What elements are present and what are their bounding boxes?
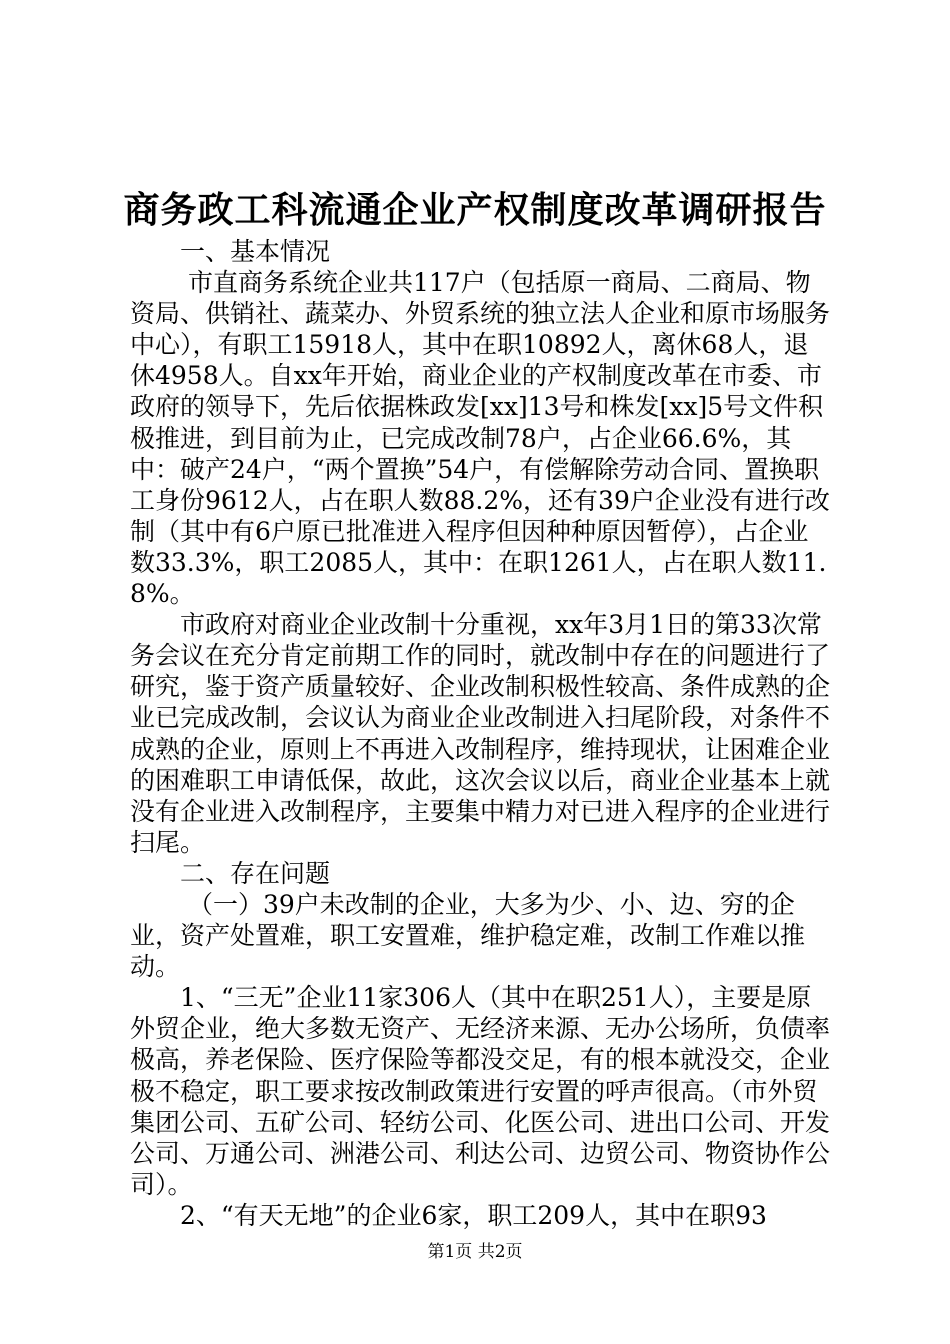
document-body	[130, 236, 830, 1231]
paragraph-enterprise-overview: 市直商务系统企业共117户（包括原一商局、二商局、物资局、供销社、蔬菜办、外贸系统的独立法人企业和原市场服务中心），有职工15918人，其中在职10892人，离休68人，退休4958人。自xx年开始，商业企业的产权制度改革在市委、市政府的领导下，先后依据株政发[xx]13号和株发[xx]5号文件积极推进，到目前为止，已完成改制78户，占企业66.6%，其中：破产24户，“两个置换”54户，有偿解除劳动合同、置换职工身份9612人，占在职人数88.2%，还有39户企业没有进行改制（其中有6户原已批准进入程序但因种种原因暂停），占企业数33.3%，职工2085人，其中：在职1261人，占在职人数11.8%。	[130, 268, 831, 609]
paragraph-sky-without-land-enterprises: 2、“有天无地”的企业6家，职工209人，其中在职93	[180, 1200, 767, 1230]
section-heading-basic-situation: 一、基本情况	[180, 237, 331, 266]
section-heading-existing-problems: 二、存在问题	[180, 858, 331, 888]
document-title: 商务政工科流通企业产权制度改革调研报告	[123, 189, 827, 231]
paragraph-three-none-enterprises: 1、“三无”企业11家306人（其中在职251人），主要是原外贸企业，绝大多数无资产、无经济来源、无办公场所，负债率极高，养老保险、医疗保险等都没交足，有的根本就没交，企业极不稳定，职工要求按改制政策进行安置的呼声很高。（市外贸集团公司、五矿公司、轻纺公司、化医公司、进出口公司、开发公司、万通公司、洲港公司、利达公司、边贸公司、物资协作公司）。	[130, 983, 831, 1199]
paragraph-problem-one: （一）39户未改制的企业，大多为少、小、边、穷的企业，资产处置难，职工安置难，维护稳定难，改制工作难以推动。	[130, 889, 806, 982]
page-footer: 第1页 共2页	[427, 1242, 523, 1262]
paragraph-government-attention: 市政府对商业企业改制十分重视，xx年3月1日的第33次常务会议在充分肯定前期工作的同时，就改制中存在的问题进行了研究，鉴于资产质量较好、企业改制积极性较高、条件成熟的企业已完成改制，会议认为商业企业改制进入扫尾阶段，对条件不成熟的企业，原则上不再进入改制程序，维持现状，让困难企业的困难职工申请低保，故此，这次会议以后，商业企业基本上就没有企业进入改制程序，主要集中精力对已进入程序的企业进行扫尾。	[130, 610, 831, 857]
